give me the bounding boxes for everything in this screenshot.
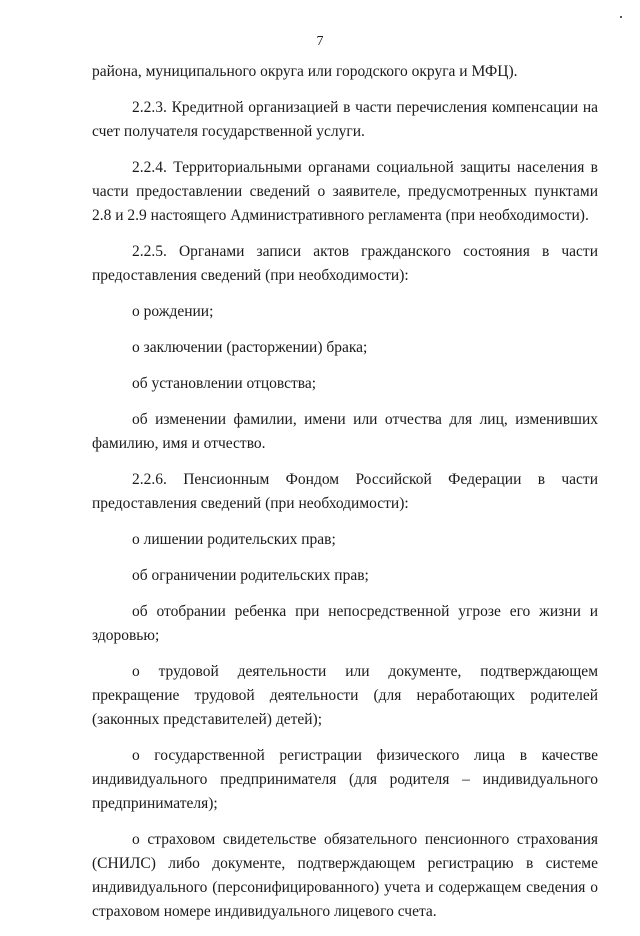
list-item-birth: о рождении;	[132, 303, 214, 320]
paragraph-2-2-6: 2.2.6. Пенсионным Фондом Российской Федерации в части предоставления сведений (при необходимости):	[92, 471, 598, 512]
list-item-removal: об отобрании ребенка при непосредственной угрозе его жизни и здоровью;	[92, 603, 598, 644]
paragraph-2-2-3: 2.2.3. Кредитной организацией в части перечисления компенсации на счет получателя государственной услуги.	[92, 99, 598, 140]
list-item-snils: о страховом свидетельстве обязательного пенсионного страхования (СНИЛС) либо документе, подтверждающем регистрацию в системе индивидуального (персонифицированного) учета и содержащем сведения о страховом номере индивидуального лицевого счета.	[92, 831, 598, 920]
paragraph-2-2-4: 2.2.4. Территориальными органами социальной защиты населения в части предоставлении сведений о заявителе, предусмотренных пунктами 2.8 и 2.9 настоящего Административного регламента (при необходимости).	[92, 159, 598, 224]
paragraph-2-2-5: 2.2.5. Органами записи актов гражданского состояния в части предоставления сведений (при необходимости):	[92, 243, 598, 284]
list-item-restriction: об ограничении родительских прав;	[132, 567, 369, 584]
list-item-paternity: об установлении отцовства;	[132, 375, 317, 392]
list-item-employment: о трудовой деятельности или документе, подтверждающем прекращение трудовой деятельности (для неработающих родителей (законных представителей) детей);	[92, 663, 598, 728]
list-item-entrepreneur: о государственной регистрации физического лица в качестве индивидуального предпринимателя (для родителя – индивидуального предпринимателя);	[92, 747, 598, 812]
document-body	[92, 60, 598, 936]
page-number: 7	[316, 34, 324, 49]
list-item-name-change: об изменении фамилии, имени или отчества для лиц, изменивших фамилию, имя и отчество.	[92, 411, 598, 452]
list-item-marriage: о заключении (расторжении) брака;	[132, 339, 368, 356]
scan-mark	[620, 16, 622, 18]
paragraph-continuation: района, муниципального округа или городского округа и МФЦ).	[92, 63, 518, 80]
list-item-deprivation: о лишении родительских прав;	[132, 531, 336, 548]
